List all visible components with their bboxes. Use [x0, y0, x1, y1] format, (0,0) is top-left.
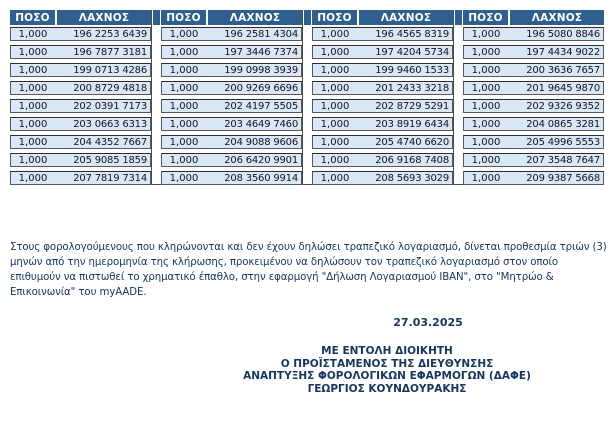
- lottery-number-cell: 209 9387 5668: [526, 172, 600, 184]
- table-row: [161, 45, 302, 59]
- amount-cell: 1,000: [320, 172, 350, 184]
- document-date: 27.03.2025: [393, 316, 463, 329]
- amount-cell: 1,000: [320, 64, 350, 76]
- lottery-number-cell: 196 4565 8319: [375, 28, 449, 40]
- lottery-number-cell: 207 7819 7314: [73, 172, 147, 184]
- lottery-number-cell: 200 9269 6696: [224, 82, 298, 94]
- lottery-number-cell: 202 8729 5291: [375, 100, 449, 112]
- lottery-number-cell: 197 4204 5734: [375, 46, 449, 58]
- table-row: [463, 27, 604, 41]
- column-header-number: ΛΑΧΝΟΣ: [208, 10, 302, 25]
- amount-cell: 1,000: [18, 172, 48, 184]
- table-row: [161, 99, 302, 113]
- column-header-amount: ΠΟΣΟ: [312, 10, 357, 25]
- lottery-number-cell: 203 4649 7460: [224, 118, 298, 130]
- lottery-number-cell: 205 4996 5553: [526, 136, 600, 148]
- amount-cell: 1,000: [18, 100, 48, 112]
- amount-cell: 1,000: [18, 46, 48, 58]
- lottery-number-cell: 200 3636 7657: [526, 64, 600, 76]
- lottery-number-cell: 208 5693 3029: [375, 172, 449, 184]
- lottery-number-cell: 202 0391 7173: [73, 100, 147, 112]
- column-header-number: ΛΑΧΝΟΣ: [57, 10, 151, 25]
- column-header-amount: ΠΟΣΟ: [161, 10, 206, 25]
- lottery-number-cell: 204 0865 3281: [526, 118, 600, 130]
- lottery-number-cell: 205 9085 1859: [73, 154, 147, 166]
- table-row: [312, 117, 453, 131]
- amount-cell: 1,000: [18, 136, 48, 148]
- notice-paragraph: Στους φορολογούμενους που κληρώνονται και δεν έχουν δηλώσει τραπεζικό λογαριασμό, δίνεται προθεσμία τριών (3) μηνών από την ημερομηνία της κλήρωσης, προκειμένου να δηλώσουν τον τραπεζικό λογαριασμό στον οποίο επιθυμούν να πιστωθεί το χρηματικό έπαθλο, στην εφαρμογή "Δήλωση Λογαριασμού IBAN", στο "Μητρώο & Επικοινωνία" του myAADE.: [10, 242, 607, 298]
- table-row: [463, 171, 604, 185]
- lottery-number-cell: 200 8729 4818: [73, 82, 147, 94]
- table-row: [463, 99, 604, 113]
- amount-cell: 1,000: [18, 154, 48, 166]
- amount-cell: 1,000: [320, 46, 350, 58]
- amount-cell: 1,000: [169, 46, 199, 58]
- lottery-number-cell: 204 4352 7667: [73, 136, 147, 148]
- lottery-table-3: [312, 10, 453, 185]
- table-row: [463, 135, 604, 149]
- amount-cell: 1,000: [320, 154, 350, 166]
- table-row: [312, 153, 453, 167]
- table-row: [463, 153, 604, 167]
- header-connector-block: [304, 10, 311, 25]
- amount-cell: 1,000: [471, 100, 501, 112]
- table-row: [10, 117, 151, 131]
- table-row: [463, 63, 604, 77]
- lottery-number-cell: 201 9645 9870: [526, 82, 600, 94]
- column-header-number: ΛΑΧΝΟΣ: [510, 10, 604, 25]
- amount-cell: 1,000: [169, 28, 199, 40]
- table-row: [10, 27, 151, 41]
- table-row: [312, 63, 453, 77]
- lottery-number-cell: 206 6420 9901: [224, 154, 298, 166]
- column-header-amount: ΠΟΣΟ: [10, 10, 55, 25]
- lottery-number-cell: 203 8919 6434: [375, 118, 449, 130]
- amount-cell: 1,000: [471, 46, 501, 58]
- table-gap: [151, 10, 161, 185]
- table-row: [312, 81, 453, 95]
- lottery-number-cell: 204 9088 9606: [224, 136, 298, 148]
- table-header: [312, 10, 453, 25]
- signature-line-title: Ο ΠΡΟΪΣΤΑΜΕΝΟΣ ΤΗΣ ΔΙΕΥΘΥΝΣΗΣ: [280, 357, 494, 370]
- table-row: [161, 135, 302, 149]
- amount-cell: 1,000: [18, 64, 48, 76]
- table-header: [10, 10, 151, 25]
- table-row: [312, 99, 453, 113]
- signature-line-name: ΓΕΩΡΓΙΟΣ ΚΟΥΝΔΟΥΡΑΚΗΣ: [307, 382, 467, 395]
- amount-cell: 1,000: [18, 82, 48, 94]
- lottery-number-cell: 196 2253 6439: [73, 28, 147, 40]
- table-row: [161, 153, 302, 167]
- lottery-number-cell: 205 4740 6620: [375, 136, 449, 148]
- table-row: [10, 135, 151, 149]
- table-row: [463, 45, 604, 59]
- table-row: [161, 81, 302, 95]
- lottery-number-cell: 197 4434 9022: [526, 46, 600, 58]
- amount-cell: 1,000: [18, 118, 48, 130]
- amount-cell: 1,000: [320, 82, 350, 94]
- column-header-number: ΛΑΧΝΟΣ: [359, 10, 453, 25]
- amount-cell: 1,000: [471, 118, 501, 130]
- signature-block: [187, 345, 587, 395]
- lottery-table-2: [161, 10, 302, 185]
- lottery-number-cell: 196 5080 8846: [526, 28, 600, 40]
- table-gap: [302, 10, 312, 185]
- lottery-number-cell: 199 0713 4286: [73, 64, 147, 76]
- table-row: [161, 117, 302, 131]
- table-row: [10, 81, 151, 95]
- header-connector-block: [455, 10, 462, 25]
- table-row: [10, 45, 151, 59]
- signature-line-department: ΑΝΑΠΤΥΞΗΣ ΦΟΡΟΛΟΓΙΚΩΝ ΕΦΑΡΜΟΓΩΝ (ΔΑΦΕ): [243, 370, 531, 382]
- lottery-number-cell: 196 7877 3181: [73, 46, 147, 58]
- table-row: [312, 171, 453, 185]
- table-row: [312, 27, 453, 41]
- amount-cell: 1,000: [18, 28, 48, 40]
- amount-cell: 1,000: [169, 136, 199, 148]
- amount-cell: 1,000: [471, 82, 501, 94]
- lottery-tables-strip: [10, 10, 604, 185]
- amount-cell: 1,000: [169, 172, 199, 184]
- lottery-number-cell: 201 2433 3218: [375, 82, 449, 94]
- lottery-number-cell: 199 9460 1533: [375, 64, 449, 76]
- amount-cell: 1,000: [471, 172, 501, 184]
- lottery-number-cell: 206 9168 7408: [375, 154, 449, 166]
- amount-cell: 1,000: [471, 64, 501, 76]
- table-gap: [453, 10, 463, 185]
- table-row: [463, 81, 604, 95]
- amount-cell: 1,000: [320, 28, 350, 40]
- column-header-amount: ΠΟΣΟ: [463, 10, 508, 25]
- amount-cell: 1,000: [320, 136, 350, 148]
- amount-cell: 1,000: [471, 28, 501, 40]
- lottery-number-cell: 196 2581 4304: [224, 28, 298, 40]
- table-header: [463, 10, 604, 25]
- table-row: [161, 171, 302, 185]
- lottery-table-1: [10, 10, 151, 185]
- table-row: [312, 45, 453, 59]
- table-row: [10, 99, 151, 113]
- lottery-number-cell: 208 3560 9914: [224, 172, 298, 184]
- lottery-number-cell: 203 0663 6313: [73, 118, 147, 130]
- lottery-number-cell: 207 3548 7647: [526, 154, 600, 166]
- amount-cell: 1,000: [169, 64, 199, 76]
- lottery-number-cell: 202 4197 5505: [224, 100, 298, 112]
- amount-cell: 1,000: [320, 118, 350, 130]
- table-row: [463, 117, 604, 131]
- amount-cell: 1,000: [471, 154, 501, 166]
- amount-cell: 1,000: [169, 82, 199, 94]
- amount-cell: 1,000: [169, 118, 199, 130]
- lottery-number-cell: 199 0998 3939: [224, 64, 298, 76]
- table-row: [10, 171, 151, 185]
- amount-cell: 1,000: [169, 100, 199, 112]
- lottery-table-4: [463, 10, 604, 185]
- signature-line-authority: ΜΕ ΕΝΤΟΛΗ ΔΙΟΙΚΗΤΗ: [321, 345, 453, 357]
- lottery-number-cell: 202 9326 9352: [526, 100, 600, 112]
- amount-cell: 1,000: [471, 136, 501, 148]
- table-row: [10, 63, 151, 77]
- lottery-number-cell: 197 3446 7374: [224, 46, 298, 58]
- table-row: [161, 63, 302, 77]
- table-row: [312, 135, 453, 149]
- table-row: [161, 27, 302, 41]
- amount-cell: 1,000: [169, 154, 199, 166]
- table-header: [161, 10, 302, 25]
- header-connector-block: [153, 10, 160, 25]
- table-row: [10, 153, 151, 167]
- amount-cell: 1,000: [320, 100, 350, 112]
